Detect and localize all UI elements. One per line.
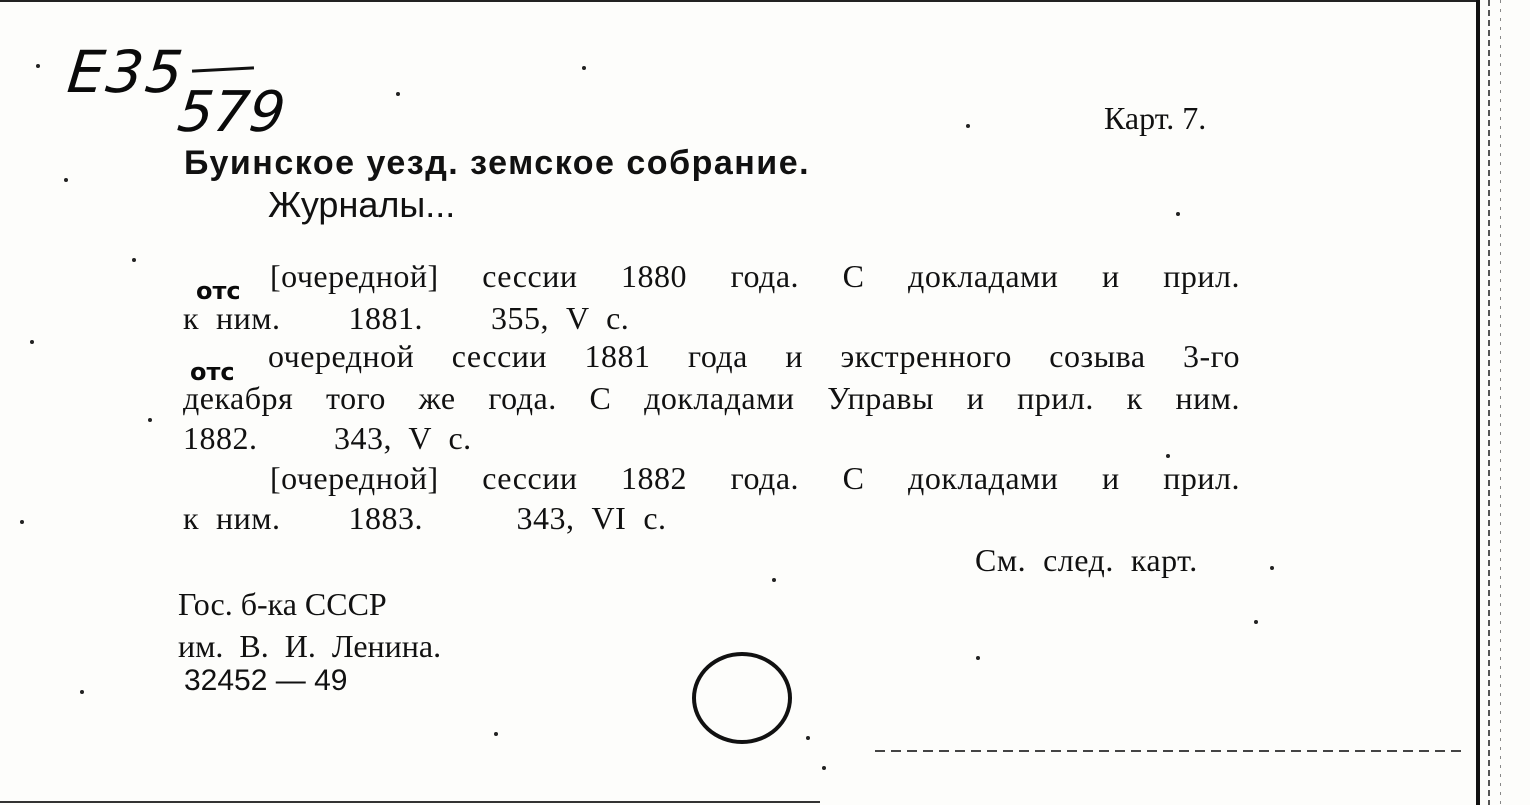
holding-mark-1: отс (196, 277, 241, 305)
library-named-after: им. В. И. Ленина. (178, 628, 442, 664)
word: докладами (908, 258, 1059, 294)
speck (80, 690, 84, 694)
entry-2-line-1 (268, 338, 1240, 375)
speck (1166, 454, 1170, 458)
word: года (687, 338, 748, 374)
library-name: Гос. б-ка СССР (178, 586, 387, 622)
word: и (1102, 460, 1120, 496)
speck (36, 64, 40, 68)
word: 1880 (621, 258, 688, 294)
speck (582, 66, 586, 70)
entry-1-line-1 (270, 258, 1240, 295)
entry-2-line-2 (183, 380, 1240, 417)
shelf-mark-bottom: 579 (174, 80, 289, 145)
card-number: Карт. 7. (1104, 100, 1207, 136)
word: С (589, 380, 612, 416)
entry-2-line-3: 1882. 343, V с. (183, 420, 472, 456)
card-heading: Буинское уезд. земское собрание. (184, 144, 811, 182)
word: 1882 (621, 460, 688, 496)
shelf-mark-divider (192, 66, 254, 72)
word: прил. (1163, 460, 1240, 496)
card-right-edge (1476, 0, 1480, 805)
word: ним. (1175, 380, 1240, 416)
word: сессии (482, 460, 578, 496)
shelf-mark-top: E35 (64, 38, 189, 106)
word: к (1126, 380, 1143, 416)
word: прил. (1017, 380, 1094, 416)
speck (822, 766, 826, 770)
word: и (1102, 258, 1120, 294)
speck (148, 418, 152, 422)
card-top-edge (0, 0, 1478, 2)
card-margin-dots (1500, 0, 1501, 805)
library-print-number: 32452 — 49 (184, 664, 348, 697)
card-dashed-line (875, 750, 1465, 752)
speck (20, 520, 24, 524)
word: С (842, 258, 865, 294)
word: года. (488, 380, 557, 416)
speck (966, 124, 970, 128)
word: очередной (268, 338, 415, 374)
word: С (842, 460, 865, 496)
speck (494, 732, 498, 736)
card-subheading: Журналы... (268, 184, 456, 225)
word: [очередной] (270, 460, 439, 496)
speck (976, 656, 980, 660)
word: докладами (908, 460, 1059, 496)
see-next-card: См. след. карт. (975, 542, 1198, 578)
word: года. (730, 460, 800, 496)
word: того (326, 380, 386, 416)
speck (64, 178, 68, 182)
speck (806, 736, 810, 740)
word: же (418, 380, 456, 416)
speck (1254, 620, 1258, 624)
card-margin-line (1488, 0, 1490, 805)
word: декабря (183, 380, 294, 416)
speck (772, 578, 776, 582)
word: созыва (1049, 338, 1146, 374)
word: Управы (827, 380, 934, 416)
word: 3-го (1183, 338, 1240, 374)
speck (396, 92, 400, 96)
speck (132, 258, 136, 262)
word: [очередной] (270, 258, 439, 294)
word: года. (730, 258, 800, 294)
word: сессии (482, 258, 578, 294)
speck (1270, 566, 1274, 570)
word: 1881 (584, 338, 651, 374)
speck (30, 340, 34, 344)
word: экстренного (840, 338, 1012, 374)
word: докладами (644, 380, 795, 416)
card-bottom-edge (0, 801, 820, 803)
entry-3-line-1 (270, 460, 1240, 497)
word: и (966, 380, 985, 416)
card-punch-hole (692, 652, 792, 744)
word: сессии (451, 338, 548, 374)
word: и (785, 338, 803, 374)
word: прил. (1163, 258, 1240, 294)
holding-mark-2: отс (190, 358, 235, 386)
entry-1-line-2: к ним. 1881. 355, V с. (183, 300, 630, 336)
speck (1176, 212, 1180, 216)
entry-3-line-2: к ним. 1883. 343, VI с. (183, 500, 667, 536)
